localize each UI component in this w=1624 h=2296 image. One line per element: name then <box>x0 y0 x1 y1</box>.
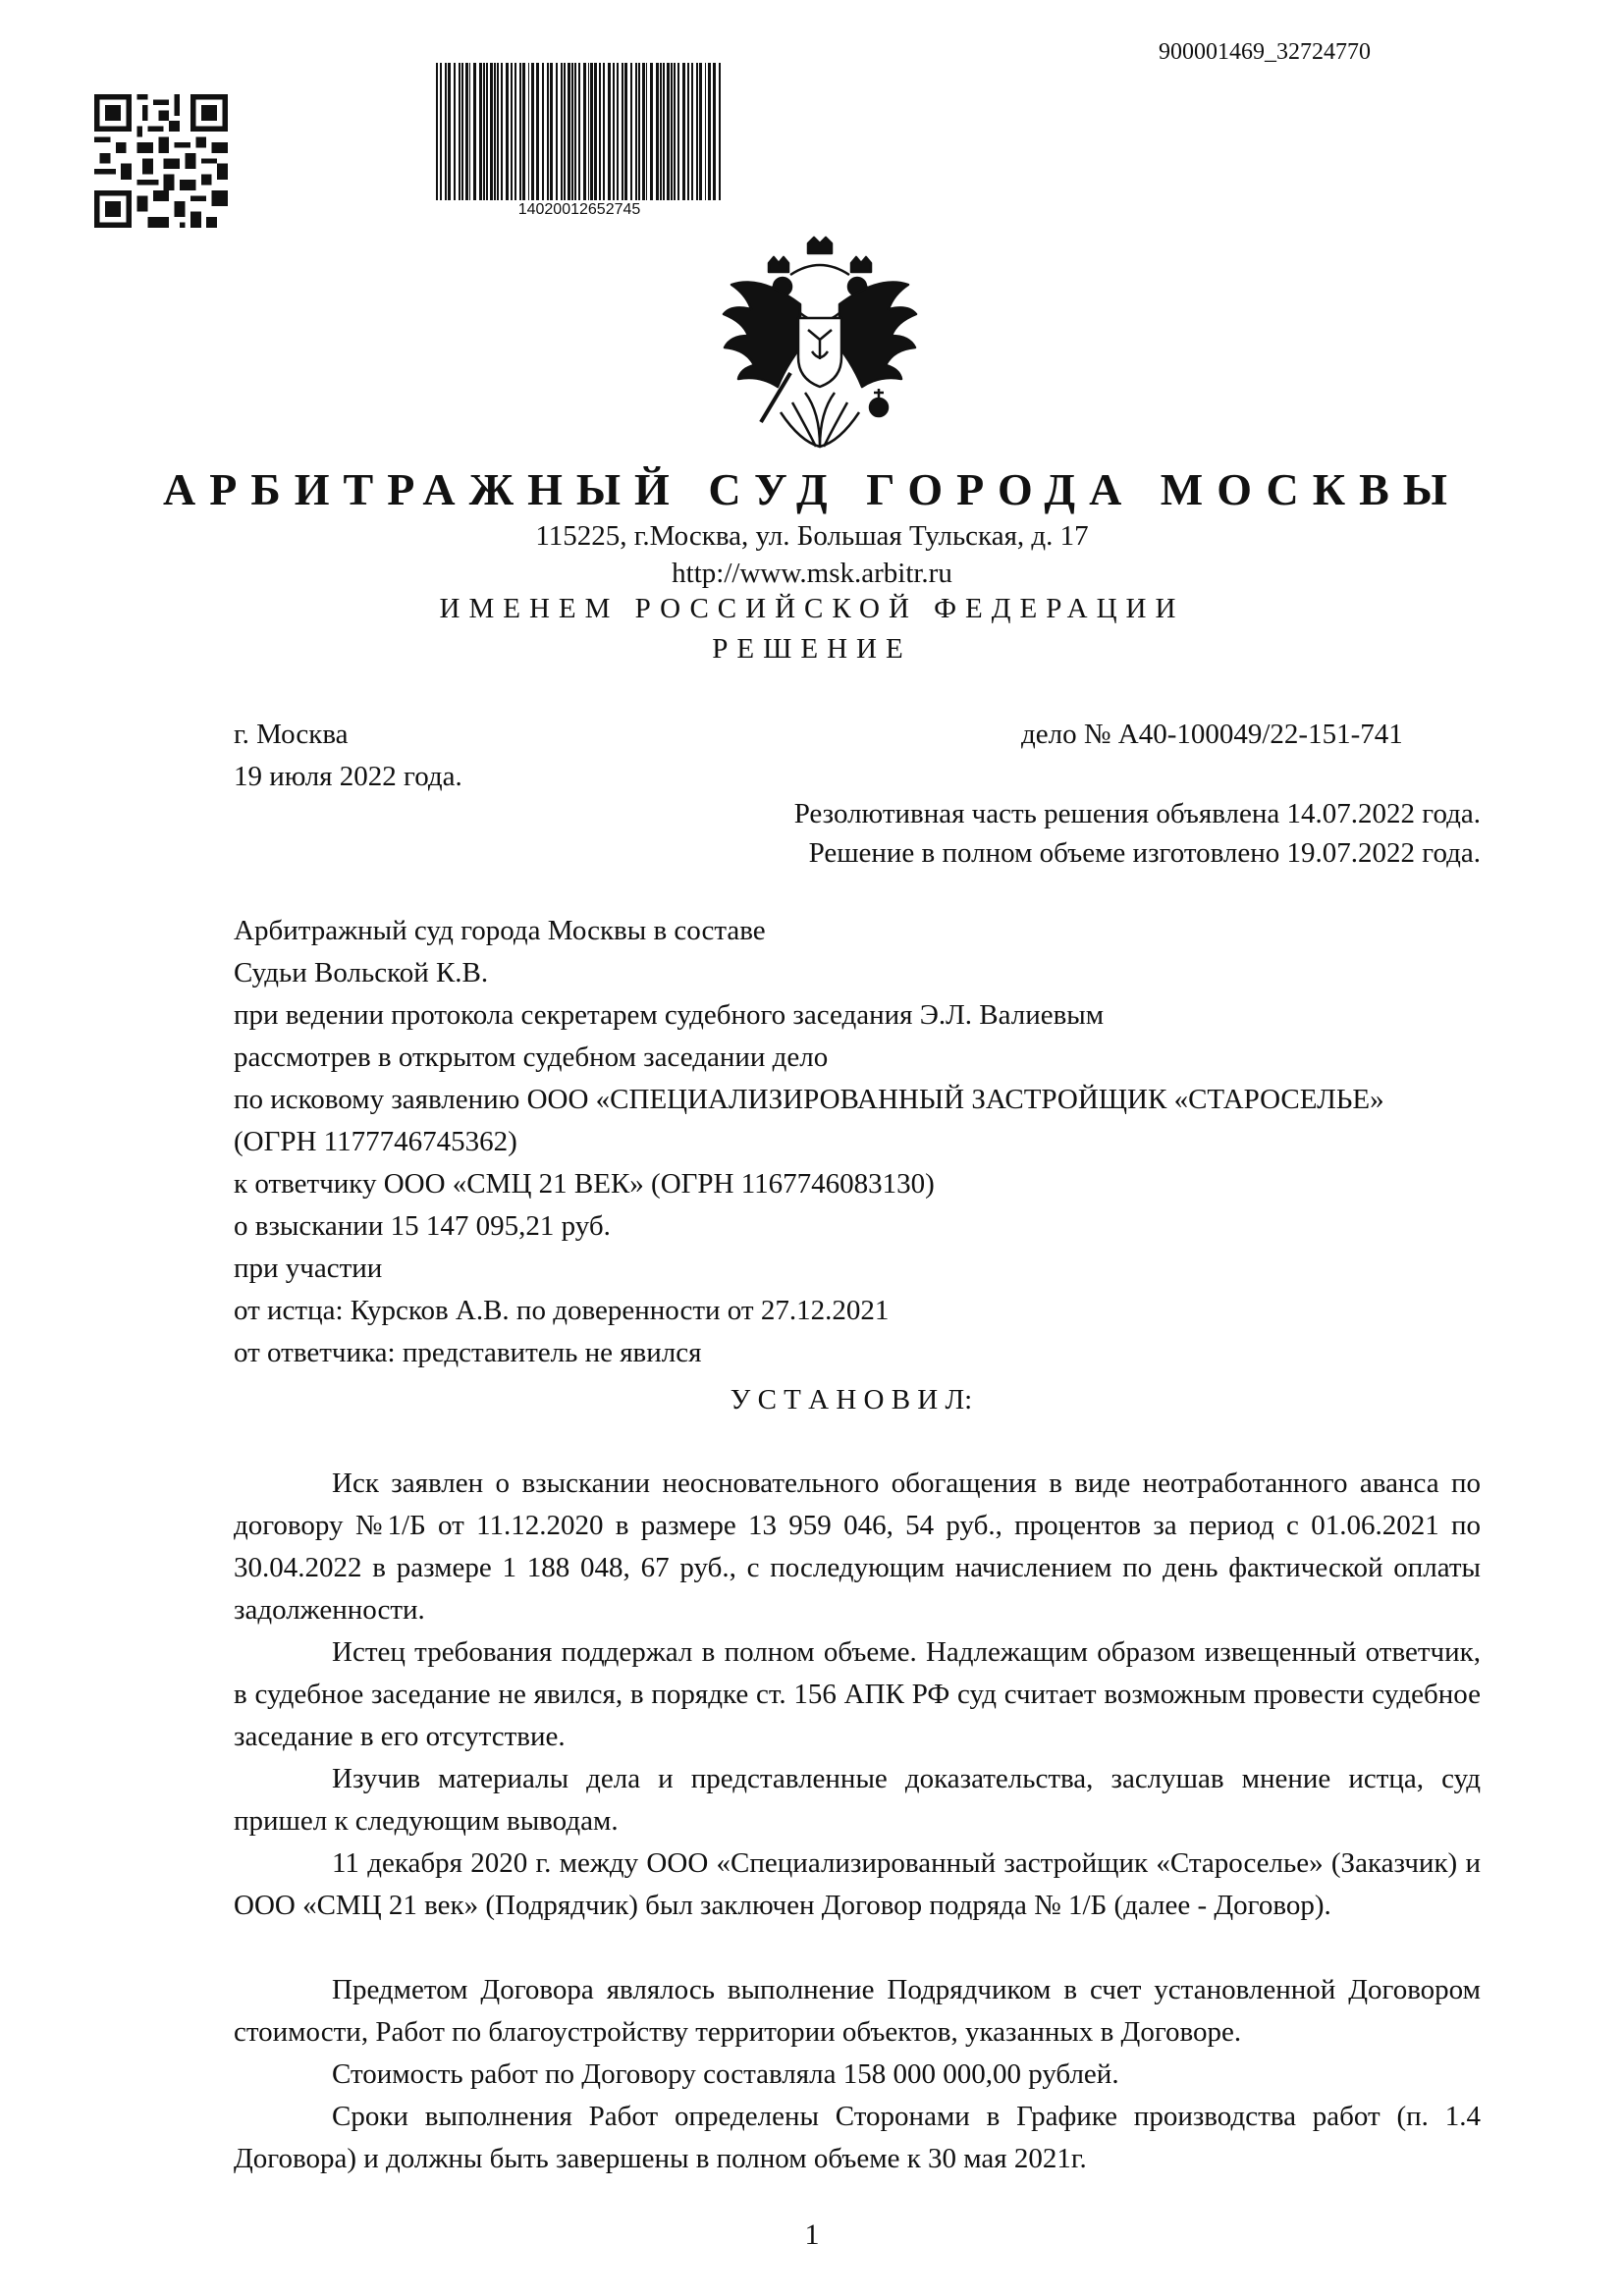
decision-made: Решение в полном объеме изготовлено 19.07.2022 года. <box>808 837 1481 869</box>
established-heading: У С Т А Н О В И Л: <box>730 1384 973 1415</box>
decision-date: 19 июля 2022 года. <box>234 761 462 792</box>
intro-line: от ответчика: представитель не явился <box>234 1337 702 1368</box>
paragraph: Предметом Договора являлось выполнение Подрядчиком в счет установленной Договором стоимости, Работ по благоустройству территории объектов, указанных в Договоре. <box>234 1974 1481 2048</box>
intro-line: (ОГРН 1177746745362) <box>234 1126 517 1157</box>
intro-line: рассмотрев в открытом судебном заседании дело <box>234 1041 829 1073</box>
intro-line: при участии <box>234 1253 383 1284</box>
barcode-number: 14020012652745 <box>517 201 641 218</box>
qr-code-icon <box>94 94 228 228</box>
intro-line: от истца: Курсков А.В. по доверенности от 27.12.2021 <box>234 1295 890 1326</box>
page-number: 1 <box>804 2218 820 2251</box>
intro-block <box>234 910 1384 1374</box>
document-id: 900001469_32724770 <box>1159 39 1371 65</box>
court-address: 115225, г.Москва, ул. Большая Тульская, д. 17 <box>535 520 1089 552</box>
paragraph: 11 декабря 2020 г. между ООО «Специализированный застройщик «Староселье» (Заказчик) и ООО «СМЦ 21 век» (Подрядчик) был заключен Договор подряда № 1/Б (далее - Договор). <box>234 1847 1481 1921</box>
intro-line: Судьи Вольской К.В. <box>234 957 489 988</box>
city: г. Москва <box>234 719 349 750</box>
paragraph: Иск заявлен о взыскании неосновательного обогащения в виде неотработанного аванса по договору №1/Б от 11.12.2020 в размере 13 959 046, 54 руб., процентов за период с 01.06.2021 по 30.04.2022 в размере 1 188 048, 67 руб., с последующим начислением по день фактической оплаты задолженности. <box>234 1468 1481 1626</box>
intro-line: при ведении протокола секретарем судебного заседания Э.Л. Валиевым <box>234 999 1105 1031</box>
document-type: РЕШЕНИЕ <box>712 633 912 665</box>
intro-line: о взыскании 15 147 095,21 руб. <box>234 1210 611 1242</box>
paragraph: Истец требования поддержал в полном объеме. Надлежащим образом извещенный ответчик, в судебное заседание не явился, в порядке ст. 156 АПК РФ суд считает возможным провести судебное заседание в его отсутствие. <box>234 1636 1481 1752</box>
intro-line: к ответчику ООО «СМЦ 21 ВЕК» (ОГРН 1167746083130) <box>234 1168 935 1200</box>
coat-of-arms-icon <box>722 236 918 461</box>
intro-line: по исковому заявлению ООО «СПЕЦИАЛИЗИРОВАННЫЙ ЗАСТРОЙЩИК «СТАРОСЕЛЬЕ» <box>234 1084 1384 1115</box>
barcode-icon <box>432 63 727 200</box>
paragraph: Сроки выполнения Работ определены Сторонами в Графике производства работ (п. 1.4 Договора) и должны быть завершены в полном объеме к 30 мая 2021г. <box>234 2101 1481 2174</box>
case-number: дело № А40-100049/22-151-741 <box>1021 719 1403 750</box>
court-name: АРБИТРАЖНЫЙ СУД ГОРОДА МОСКВЫ <box>163 464 1461 514</box>
paragraph: Изучив материалы дела и представленные доказательства, заслушав мнение истца, суд пришел к следующим выводам. <box>234 1763 1481 1837</box>
resolution-announced: Резолютивная часть решения объявлена 14.07.2022 года. <box>793 798 1481 829</box>
court-website[interactable]: http://www.msk.arbitr.ru <box>672 558 952 589</box>
intro-line: Арбитражный суд города Москвы в составе <box>234 915 766 946</box>
in-the-name-heading: ИМЕНЕМ РОССИЙСКОЙ ФЕДЕРАЦИИ <box>439 593 1185 624</box>
paragraph: Стоимость работ по Договору составляла 158 000 000,00 рублей. <box>332 2058 1119 2090</box>
